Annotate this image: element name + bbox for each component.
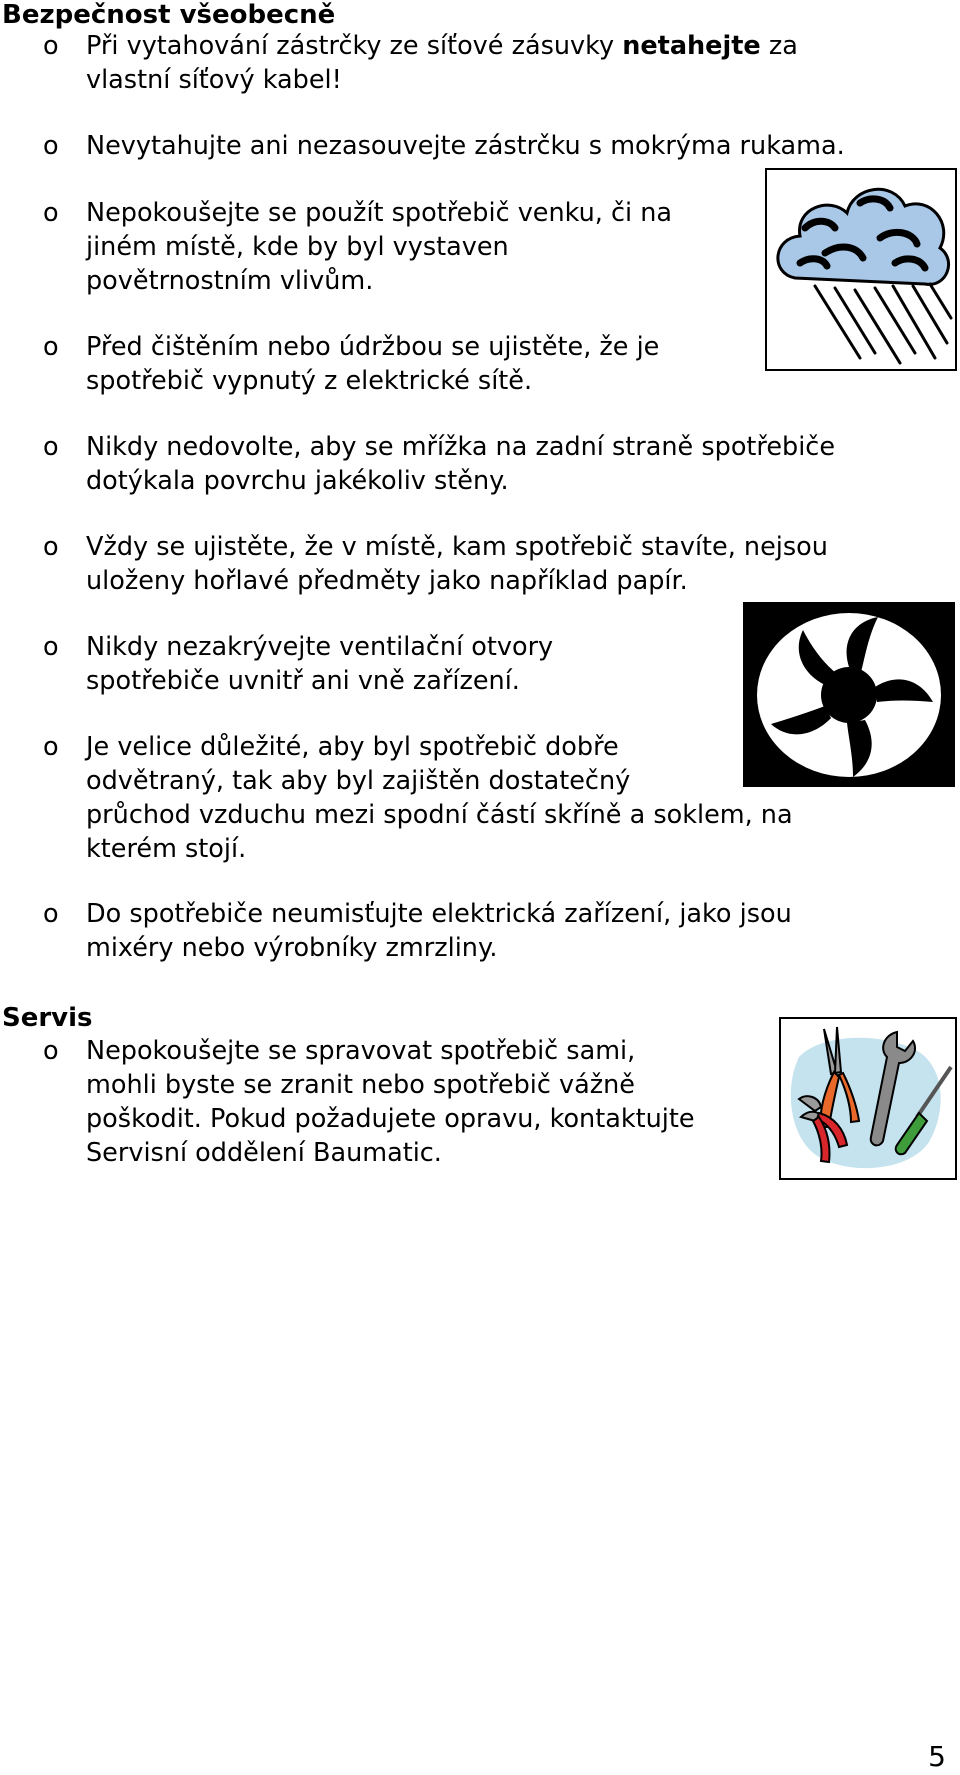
bullet: o <box>43 131 59 161</box>
item-text <box>86 530 828 598</box>
line: Nepokoušejte se použít spotřebič venku, či na <box>86 198 673 228</box>
line: Při vytahování zástrčky ze síťové zásuvky <box>86 31 623 61</box>
bullet: o <box>43 532 59 562</box>
line: povětrnostním vlivům. <box>86 266 374 296</box>
line: Do spotřebiče neumisťujte elektrická zařízení, jako jsou <box>86 899 792 929</box>
item-text <box>86 29 798 97</box>
item-text <box>86 630 553 698</box>
line: mixéry nebo výrobníky zmrzliny. <box>86 933 498 963</box>
line: jiném místě, kde by byl vystaven <box>86 232 509 262</box>
bullet: o <box>43 732 59 762</box>
item-text <box>86 196 672 298</box>
item-text <box>86 897 792 965</box>
line: spotřebič vypnutý z elektrické sítě. <box>86 366 533 396</box>
line: mohli byste se zranit nebo spotřebič vážně <box>86 1070 635 1100</box>
fan-icon <box>743 602 955 787</box>
line: odvětraný, tak aby byl zajištěn dostatečný <box>86 766 631 796</box>
section-title-general: Bezpečnost všeobecně <box>2 0 336 30</box>
line: kterém stojí. <box>86 834 247 864</box>
line: Nikdy nedovolte, aby se mřížka na zadní straně spotřebiče <box>86 432 836 462</box>
bullet: o <box>43 432 59 462</box>
item-text <box>86 430 835 498</box>
rain-cloud-icon <box>765 168 957 371</box>
line: Nevytahujte ani nezasouvejte zástrčku s mokrýma rukama. <box>86 131 845 161</box>
item-text <box>86 330 659 398</box>
bullet: o <box>43 1036 59 1066</box>
bullet: o <box>43 899 59 929</box>
page-number: 5 <box>928 1740 946 1773</box>
line: spotřebiče uvnitř ani vně zařízení. <box>86 666 520 696</box>
line: Nikdy nezakrývejte ventilační otvory <box>86 632 554 662</box>
line: poškodit. Pokud požadujete opravu, kontaktujte <box>86 1104 695 1134</box>
tools-icon <box>779 1017 957 1180</box>
item-text <box>86 1034 695 1170</box>
line: Servisní oddělení Baumatic. <box>86 1138 442 1168</box>
line: za <box>760 31 798 61</box>
bullet: o <box>43 198 59 228</box>
item-text <box>86 730 793 866</box>
bold-word: netahejte <box>622 31 761 61</box>
line: vlastní síťový kabel! <box>86 65 342 95</box>
line: průchod vzduchu mezi spodní částí skříně a soklem, na <box>86 800 793 830</box>
line: Vždy se ujistěte, že v místě, kam spotřebič stavíte, nejsou <box>86 532 828 562</box>
line: uloženy hořlavé předměty jako například papír. <box>86 566 688 596</box>
section-title-service: Servis <box>2 1003 93 1033</box>
line: Je velice důležité, aby byl spotřebič dobře <box>86 732 619 762</box>
bullet: o <box>43 31 59 61</box>
item-text <box>86 129 845 163</box>
line: dotýkala povrchu jakékoliv stěny. <box>86 466 509 496</box>
bullet: o <box>43 332 59 362</box>
line: Nepokoušejte se spravovat spotřebič sami, <box>86 1036 636 1066</box>
line: Před čištěním nebo údržbou se ujistěte, že je <box>86 332 660 362</box>
bullet: o <box>43 632 59 662</box>
